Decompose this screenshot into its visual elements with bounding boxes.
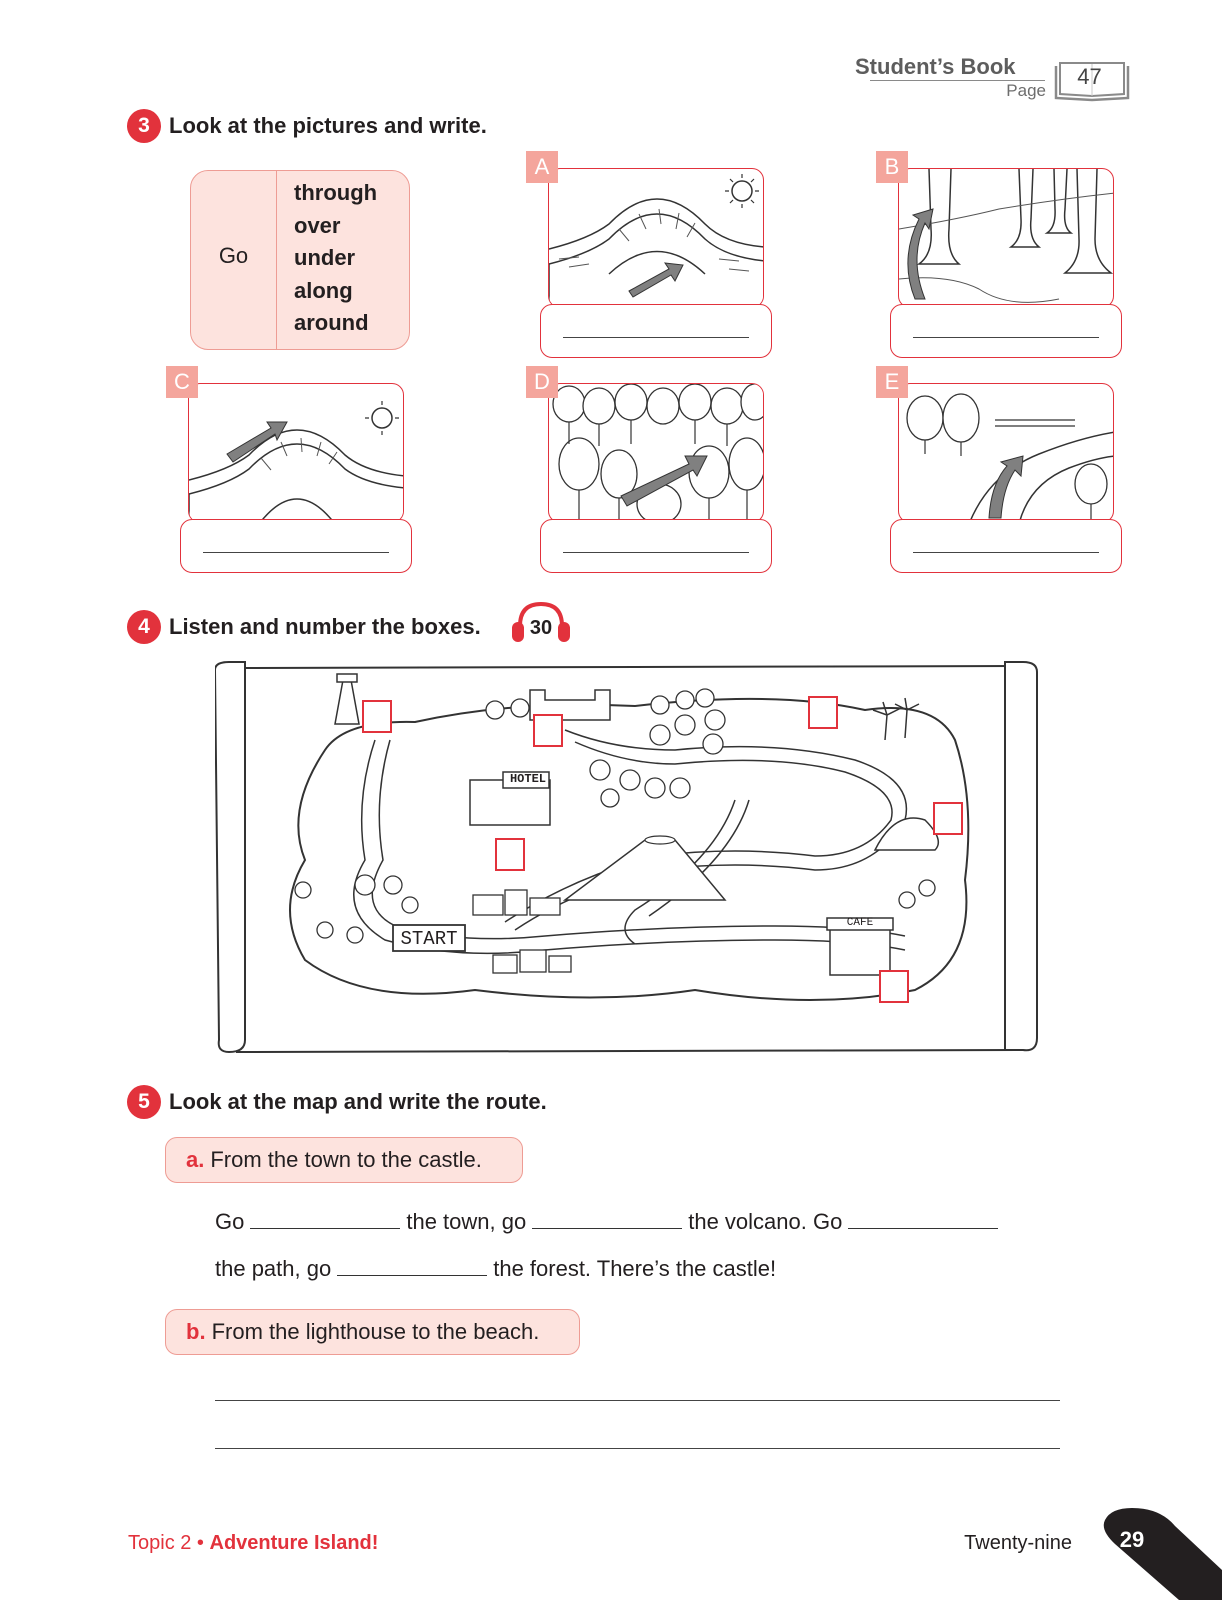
panel-b-label: B (876, 151, 908, 183)
footer-topic-title: Adventure Island! (209, 1532, 379, 1554)
map-box-cave[interactable] (933, 802, 963, 835)
panel-c-label: C (166, 366, 198, 398)
panel-e-picture (898, 383, 1114, 523)
word-under: under (294, 245, 356, 270)
route-a-text: From the town to the castle. (210, 1147, 482, 1172)
student-book-page-number: 47 (1077, 64, 1102, 89)
panel-a-picture (548, 168, 764, 308)
map-box-cafe[interactable] (879, 970, 909, 1003)
exercise-3-number: 3 (127, 109, 161, 143)
route-a-blank-3[interactable] (848, 1227, 998, 1229)
route-a-line2-part1: the path, go (215, 1256, 332, 1281)
map-box-lighthouse[interactable] (362, 700, 392, 733)
route-b-text: From the lighthouse to the beach. (211, 1319, 540, 1344)
word-along: along (294, 277, 353, 303)
word-around: around (294, 310, 369, 335)
exercise-5-instruction: Look at the map and write the route. (169, 1089, 547, 1114)
answer-line-b[interactable] (913, 337, 1099, 338)
route-a-line1-part3: the volcano. Go (688, 1209, 843, 1234)
map-box-castle[interactable] (533, 714, 563, 747)
exercise-4-number: 4 (127, 610, 161, 644)
audio-track-number: 30 (529, 617, 553, 639)
route-b-prompt (165, 1309, 580, 1355)
route-a-line-2 (215, 1256, 776, 1282)
panel-b-picture (898, 168, 1114, 308)
route-a-line1-part2: the town, go (406, 1209, 527, 1234)
word-box-divider (276, 171, 277, 349)
panel-d (534, 369, 772, 578)
word-over: over (294, 212, 341, 238)
answer-box-a[interactable] (540, 304, 772, 358)
route-a-blank-4[interactable] (337, 1274, 487, 1276)
page-number-corner (1095, 1508, 1222, 1600)
page-number: 29 (1119, 1527, 1145, 1552)
start-sign: START (400, 928, 458, 950)
answer-line-a[interactable] (563, 337, 749, 338)
answer-line-d[interactable] (563, 552, 749, 553)
route-a-line-1 (215, 1209, 1004, 1235)
panel-e-label: E (876, 366, 908, 398)
island-map (215, 660, 1045, 1060)
page-label: Page (1006, 81, 1046, 100)
answer-box-e[interactable] (890, 519, 1122, 573)
route-a-blank-2[interactable] (532, 1227, 682, 1229)
cafe-sign: CAFE (846, 917, 874, 929)
answer-line-e[interactable] (913, 552, 1099, 553)
panel-a-label: A (526, 151, 558, 183)
word-box-go: Go (218, 243, 249, 268)
exercise-3-instruction: Look at the pictures and write. (169, 113, 487, 138)
hotel-sign: HOTEL (509, 772, 546, 786)
route-b-writing-line-1[interactable] (215, 1400, 1060, 1401)
footer-topic-number: Topic 2 • (128, 1532, 204, 1554)
route-b-writing-line-2[interactable] (215, 1448, 1060, 1449)
route-a-line1-part1: Go (215, 1209, 245, 1234)
answer-box-c[interactable] (180, 519, 412, 573)
route-a-letter: a. (186, 1147, 205, 1172)
word-box (190, 170, 410, 350)
panel-e (884, 369, 1122, 578)
map-box-beach[interactable] (808, 696, 838, 729)
footer-topic (128, 1532, 378, 1555)
route-a-line2-part2: the forest. There’s the castle! (493, 1256, 777, 1281)
route-b-letter: b. (186, 1319, 206, 1344)
answer-line-c[interactable] (203, 552, 389, 553)
footer-page-words: Twenty-nine (964, 1532, 1072, 1554)
panel-a (534, 154, 772, 363)
exercise-5-number: 5 (127, 1085, 161, 1119)
panel-b (884, 154, 1122, 363)
students-book-label: Student’s Book (855, 54, 1016, 79)
route-a-prompt (165, 1137, 523, 1183)
exercise-4-instruction: Listen and number the boxes. (169, 614, 481, 639)
word-through: through (294, 180, 378, 205)
route-a-blank-1[interactable] (250, 1227, 400, 1229)
word-list (294, 177, 377, 340)
map-box-hotel[interactable] (495, 838, 525, 871)
audio-track-icon[interactable] (510, 600, 572, 646)
panel-c-picture (188, 383, 404, 523)
panel-d-label: D (526, 366, 558, 398)
panel-c (174, 369, 412, 578)
answer-box-d[interactable] (540, 519, 772, 573)
panel-d-picture (548, 383, 764, 523)
answer-box-b[interactable] (890, 304, 1122, 358)
